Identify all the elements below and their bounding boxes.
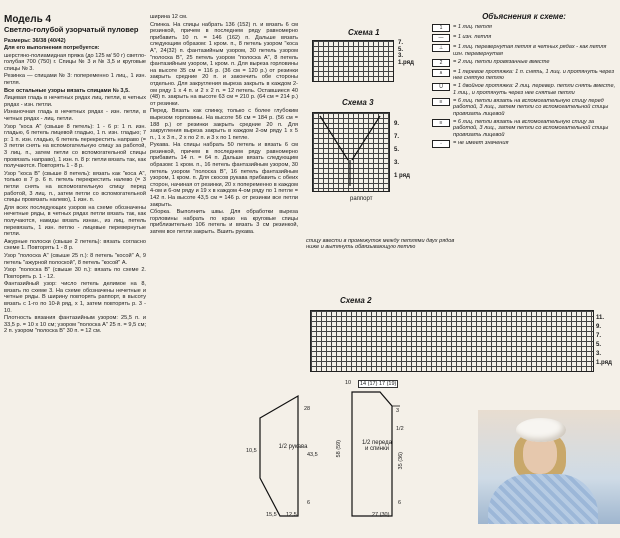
legend-text: = не имеет значения [453,139,509,146]
materials-heading: Для его выполнения потребуется: [4,45,100,52]
scheme-3-cable-lines [312,112,388,190]
reverse-text: Изнаночная гладь в нечетных рядах - изн. петли, в четных рядах - лиц. петли. [4,109,146,123]
measure-43-5: 43,5 [307,452,318,458]
body-shape [352,392,392,516]
scheme-3-row-numbers: 9. 7. 5. 3. 1 ряд [394,121,410,179]
label-body: 1/2 переда и спинки [362,440,392,452]
front-text: Перед. Вязать как спинку, только с более глубоким вырезом горловины. На высоте 56 см = 184 р. (56 см = 188 р.) от резинки закрыть средние 20 п. Для закругления выреза закрыть в каждом 2-ом ряду 1 х 5 п., 1 х 3 п., 2 х по 2 п. и 3 х по 1 петле. [150,108,298,141]
garment-pattern-diagram [240,378,478,524]
measure-6-right: 6 [398,500,402,506]
scheme-1-title: Схема 1 [348,28,380,37]
legend-item [432,69,616,82]
stripe-b-text: Узор "полоска В" (свыше 30 п.): вязать по схеме 2. Повторять р. 1 - 12. [4,267,146,280]
legend-title: Объяснения к схеме: [482,12,566,21]
legend-symbol: U [432,83,450,91]
measure-10: 10 [345,380,352,386]
openwork-text: Ажурные полоски (свыше 2 петель): вязать согласно схеме 1. Повторять 1 - 8 р. [4,238,146,252]
legend-text: = 6 лиц. петли вязать на вспомогательную спицу за работой, 3 лиц., затем петли со вспомогательной спицы провязать лицевой [453,118,609,138]
stockinette-text: Лицевая гладь в нечетных рядах лиц. петли, в четных рядах - изн. петли. [4,95,146,108]
materials-text: шерстяно-полиамидная пряжа (до 125 м/ 50 г) светло-голубая 700 (750) г. Спицы № 3 и № 3,5 и круговые спицы № 3. [4,52,146,72]
measure-half: 1/2 [396,426,404,432]
legend-item [432,119,616,138]
measure-3: 3 [396,408,400,414]
density-text: Плотность вязания фантазийным узором: 25,5 п. и 33,5 р. = 10 х 10 см; узором "полоска А" 25 п. = 9,5 см; 2 п. узором "полоска В" 30 п. = 12 см. [4,315,146,335]
scheme-3-title: Схема 3 [342,98,374,107]
legend-item [432,98,616,117]
photo-sweater [488,474,598,524]
article-column-1 [4,14,146,538]
legend-symbol: ◦ [432,140,450,148]
scheme-2-grid [310,310,594,372]
legend-symbol: 1 [432,24,450,32]
legend-item [432,83,616,96]
sleeve-shape [260,396,298,516]
legend-symbol: ≡ [432,98,450,106]
article-column-2 [150,14,298,434]
sleeves-text: Рукава. На спицы набрать 50 петель и вязать 6 см резинкой, причем в последнем ряду равномерно прибавить 14 п. = 64 п. Дальше вязать следующим образом: 1 кром. п., 16 петель фантазийным узором, 30 петель узором "полоска В", 16 петель фантазийным узором, 1 кром. п. Для скосов рукава прибавить с обеих сторон, начиная от резинки, 20 х попеременно в каждом 4-ом и 6-ом ряду и 19 х в каждом 4-ом ряду по 1 петле = 142 п. На высоте 43,5 см = 146 р. от резинки все петли закрыть. [150,142,298,208]
scheme-note [306,238,456,251]
all-patterns-text: Для всех последующих узоров на схеме обозначены нечетные ряды, в четных рядах петли вязать так, как получаются, накиды вязать изнан., из лиц. петель перевязать, 1 изн. петлю - лицевые перевернутые петли. [4,204,146,238]
back-text: Спинка. На спицы набрать 136 (152) п. и вязать 6 см резинкой, причем в последнем ряду равномерно прибавить 10 п. = 146 (162) п. Дальше вязать следующим образом: 1 кром. п., 8 петель узором "коса А", 24(32) п. фантазийным узором, 30 петель узором "полоска В", 25 петель узором "полоска А", 8 петель фантазийным узором, 1 кром. п. Для выреза горловины на высоте 35 см = 116 р. (36 см = 120 р.) от резинки закрыть средние 20 п. и закончить обе стороны отдельно. Для закругления выреза закрыть в каждом 2-ом ряду 1 х 4 п. и 2 х 2 п. = 12 петель. Оставшиеся 40 (48) п. закрыть на высоте 63 см = 210 р. (64 см = 214 р.) от резинки. [150,21,298,107]
legend-item [432,59,616,67]
scheme-1-grid [312,40,394,82]
cable-a-text: Узор "коса А" (свыше 8 петель): 1 - 6 р: 1 п. изн. гладью, 6 петель лицевой гладью, 1 п. изн. гладью; 7 р: 1 п. изн. гладью, 6 петель перекрестить направо (= 3 петли снять на вспомогательную спицу за работой, 3 лиц. п., затем петли со вспомогательной спицы провязать направо), 1 изн. п. 8 р: петли вязать так, как получаются. Повторять 1 - 8 р. [4,123,146,170]
legend-text: = 1 перевое протяжка: 1 п. снять, 1 лиц. и протянуть через нее снятую петлю [453,68,615,82]
assembly-text: Сборка. Выполнить швы. Для обработки выреза горловины набрать по краю на круговые спицы приблизительно 106 петель и вязать 3 см резинкой, затем все петли закрыть. Вшить рукава. [150,209,298,235]
model-photo [478,410,620,524]
legend-text: = 6 лиц. петли вязать на вспомогательную спицу перед работой, 3 лиц., затем петли со вспомогательной спицы провязать лицевой [453,98,609,117]
model-subtitle: Светло-голубой узорчатый пуловер [4,25,139,34]
legend-text: = 1 двойное протяжка: 2 лиц. перевер. петли снять вместе, 1 лиц., и протянуть через нее снятые петли [453,83,616,96]
sizes-text: Размеры: 36/38 (40/42) [4,37,66,44]
cable-b-text: Узор "коса В" (свыше 8 петель): вязать как "коса А", только в 7 р. 6 п. петель перекрестить налево (= 3 петли снять на вспомогательную спицу перед работой, 3 лиц. п., затем петли со вспомогательной спицы провязать налево), 1 изн. п. [4,170,146,204]
measure-10-14: 14 (17) 17 (19) [360,381,397,387]
legend-item [432,34,616,42]
measure-6-left: 6 [307,500,311,506]
legend-text: = 1 изн. петля [453,34,492,41]
legend-symbol: ≡ [432,119,450,127]
patterns-heading: Все остальные узоры вязать спицами № 3,5. [4,87,130,94]
measure-12-5: 12,5 [286,512,297,518]
legend-symbol: — [432,34,450,42]
legend-symbol: ∧ [432,69,450,77]
stripe-a-text: Узор "полоска А" (свыше 25 п.): 8 петель "косой" А, 9 петель "ажурной полоской", 8 петель "косой" А. [4,252,146,266]
legend-symbol: 2 [432,59,450,67]
rib-text: Резинка — спицами № 3: попеременно 1 лиц., 1 изн. петля. [4,73,146,87]
legend-text: = 1 лиц. перевернутая петля в четных рядах - как петля изн. перевернутая [453,44,607,57]
model-title: Модель 4 [4,14,52,25]
label-sleeve: 1/2 рукава [278,444,308,450]
photo-beret [516,418,566,442]
rapport-label: раппорт [350,196,373,202]
scheme-2-row-numbers: 11. 9. 7. 5. 3. 1.ряд [596,315,612,366]
measure-10-5: 10,5 [246,448,257,454]
width-line: ширина 12 см. [150,14,188,20]
legend-item [432,44,616,57]
legend-item [432,24,616,32]
measure-58: 58 (59) [336,440,342,458]
legend-text: = 2 лиц. петли провязанные вместе [453,58,550,65]
legend-text: = 1 лиц. петля [453,24,492,31]
note-text: спицу ввести в промежуток между петлями двух рядов ниже и вытянуть обвязывающую петлю [306,238,455,251]
scheme-1-row-numbers: 7. 5. 3. 1.ряд [398,40,414,66]
legend-item [432,140,616,148]
legend-symbol: ⊥ [432,44,450,52]
measure-28: 28 [304,406,311,412]
measure-15-5: 15,5 [266,512,277,518]
fancy-text: Фантазийный узор: число петель делимое на 8, вязать по схеме 3. На схеме обозначены нечетные и четные ряды. В ширину повторять раппорт, в высоту вязать с 1-го по 10-й ряд, х 1, затем повторять р. 3 - 10. [4,281,146,314]
measure-27: 27 (30) [372,512,390,518]
legend [432,14,616,150]
measure-35: 35 (36) [398,452,404,470]
scheme-2-title: Схема 2 [340,296,372,305]
